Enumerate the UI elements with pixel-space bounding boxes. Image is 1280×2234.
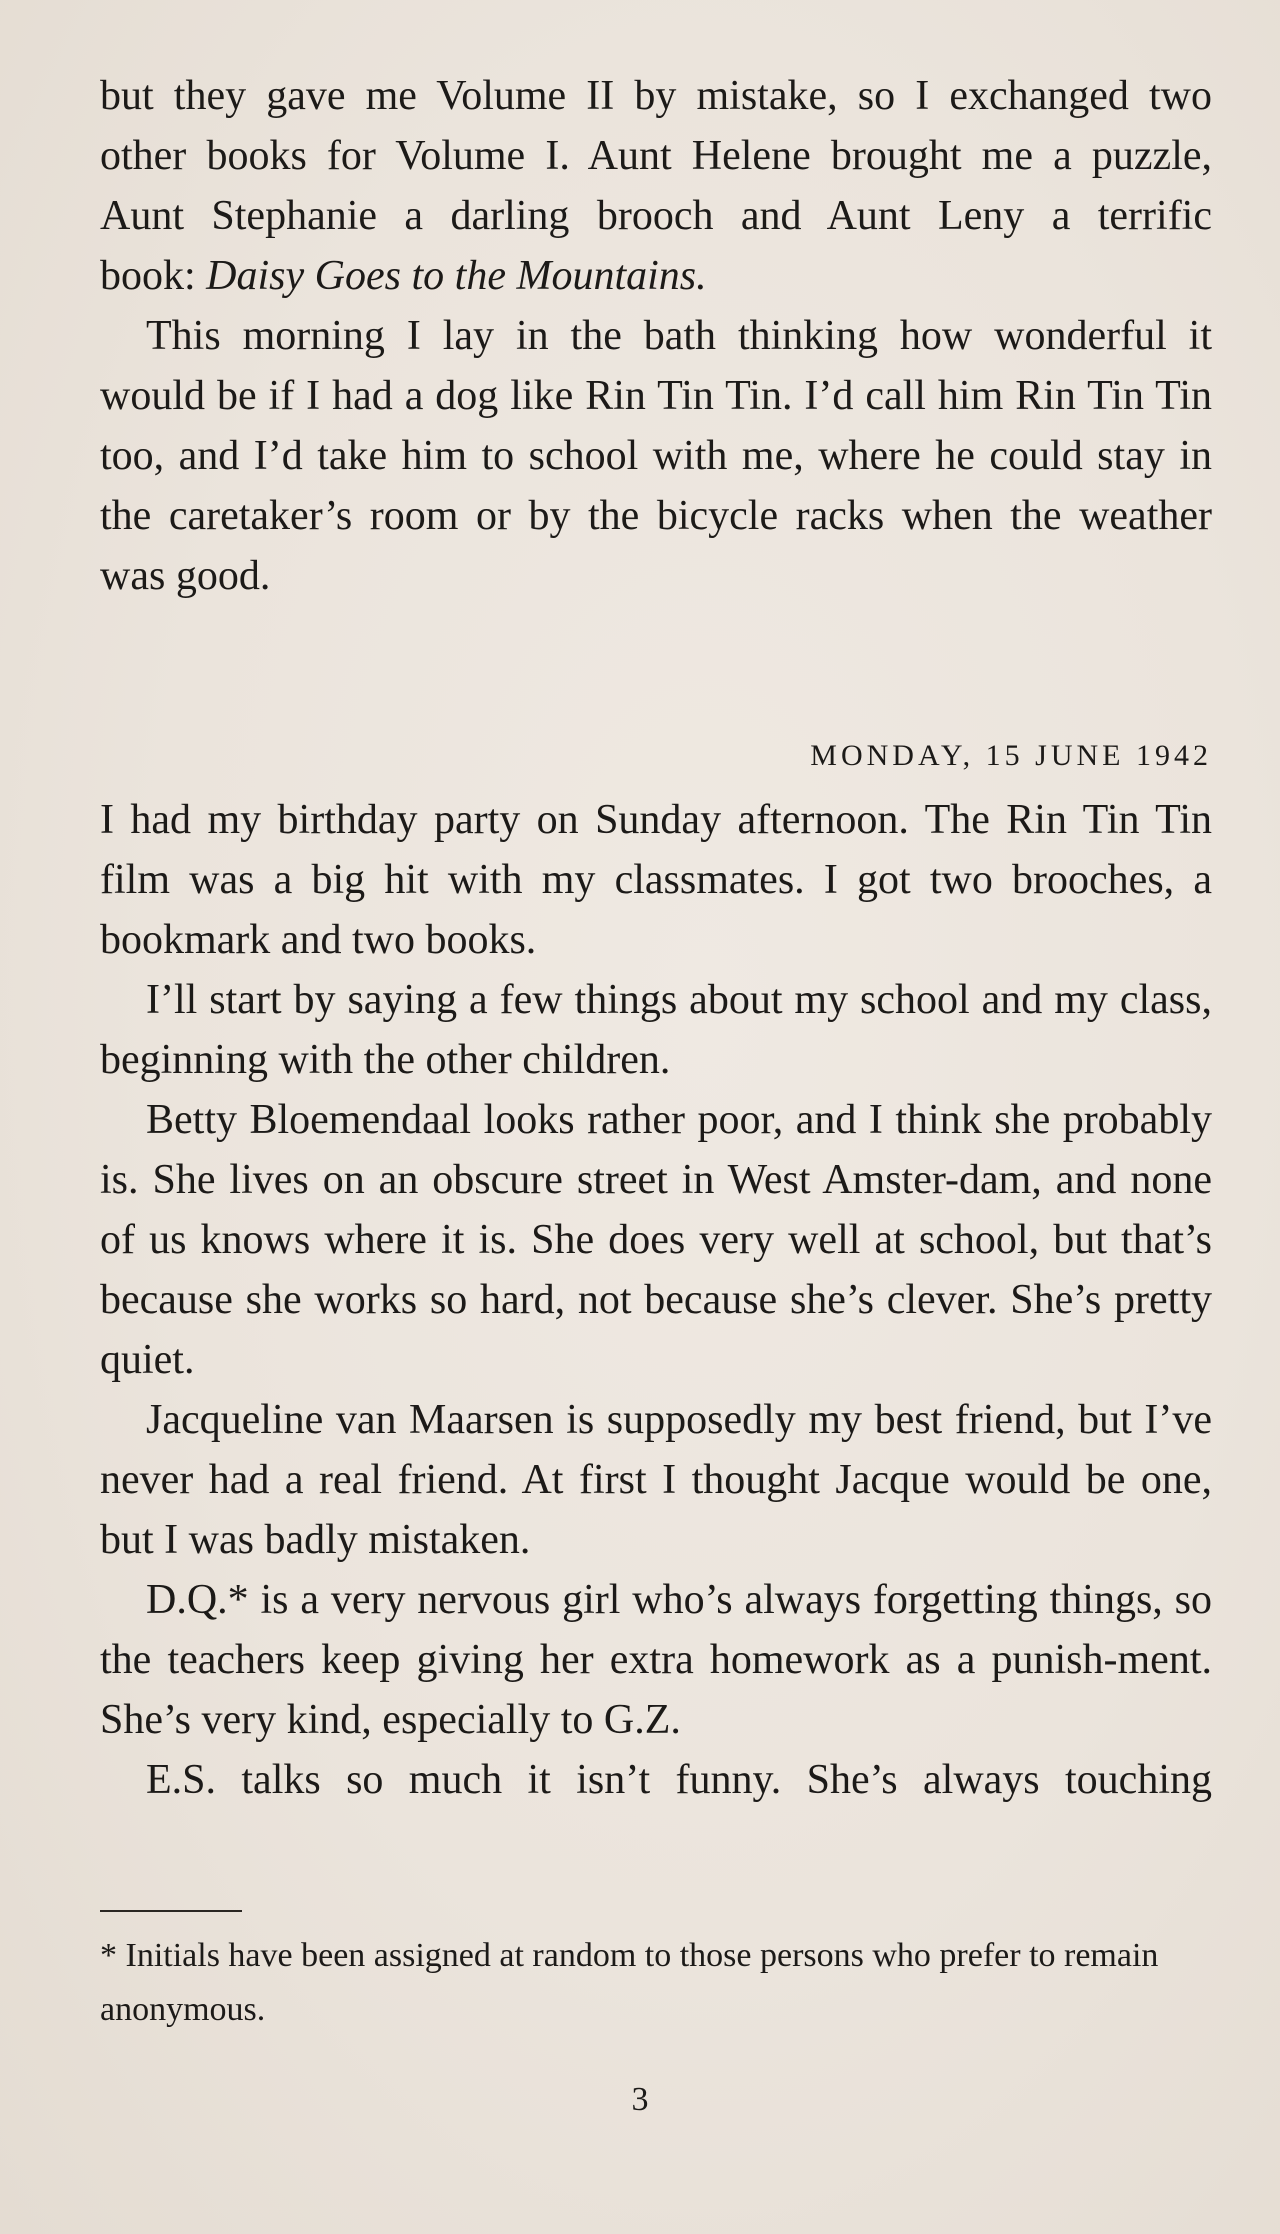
footnote-text: * Initials have been assigned at random to those persons who prefer to remain anonymous. <box>100 1937 1159 2028</box>
footnote-divider <box>100 1910 242 1912</box>
paragraph: E.S. talks so much it isn’t funny. She’s always touching <box>146 1757 1212 1803</box>
paragraph: I’ll start by saying a few things about my school and my class, beginning with the other children. <box>100 977 1212 1083</box>
previous-entry-continuation <box>100 66 1212 606</box>
entry-date-heading: MONDAY, 15 JUNE 1942 <box>810 739 1212 772</box>
text-line: but they gave me Volume II by mistake, so I exchanged two <box>100 73 1212 119</box>
text-line: other books for Volume I. Aunt Helene brought me a puzzle, <box>100 133 1212 179</box>
paragraph: Betty Bloemendaal looks rather poor, and I think she probably is. She lives on an obscure street in West Amster-dam, and none of us knows where it is. She does very well at school, but that’s because she works so hard, not because she’s clever. She’s pretty quiet. <box>100 1097 1212 1383</box>
footnote <box>100 1929 1160 2037</box>
paragraph: D.Q.* is a very nervous girl who’s always forgetting things, so the teachers keep giving her extra homework as a punish-ment. She’s very kind, especially to G.Z. <box>100 1577 1212 1743</box>
text-fragment: book: <box>100 253 207 299</box>
book-title: Daisy Goes to the Mountains. <box>206 253 707 299</box>
paragraph: Jacqueline van Maarsen is supposedly my best friend, but I’ve never had a real friend. At first I thought Jacque would be one, but I was badly mistaken. <box>100 1397 1212 1563</box>
paragraph: I had my birthday party on Sunday afternoon. The Rin Tin Tin film was a big hit with my classmates. I got two brooches, a bookmark and two books. <box>100 797 1212 963</box>
text-line-with-title <box>100 246 1212 306</box>
paragraph: This morning I lay in the bath thinking how wonderful it would be if I had a dog like Rin Tin Tin. I’d call him Rin Tin Tin too, and I’d take him to school with me, where he could stay in the caretaker’s room or by the bicycle racks when the weather was good. <box>100 313 1212 599</box>
text-line: Aunt Stephanie a darling brooch and Aunt Leny a terrific <box>100 193 1212 239</box>
page-number: 3 <box>631 2081 649 2118</box>
diary-entry-body <box>100 790 1212 1810</box>
